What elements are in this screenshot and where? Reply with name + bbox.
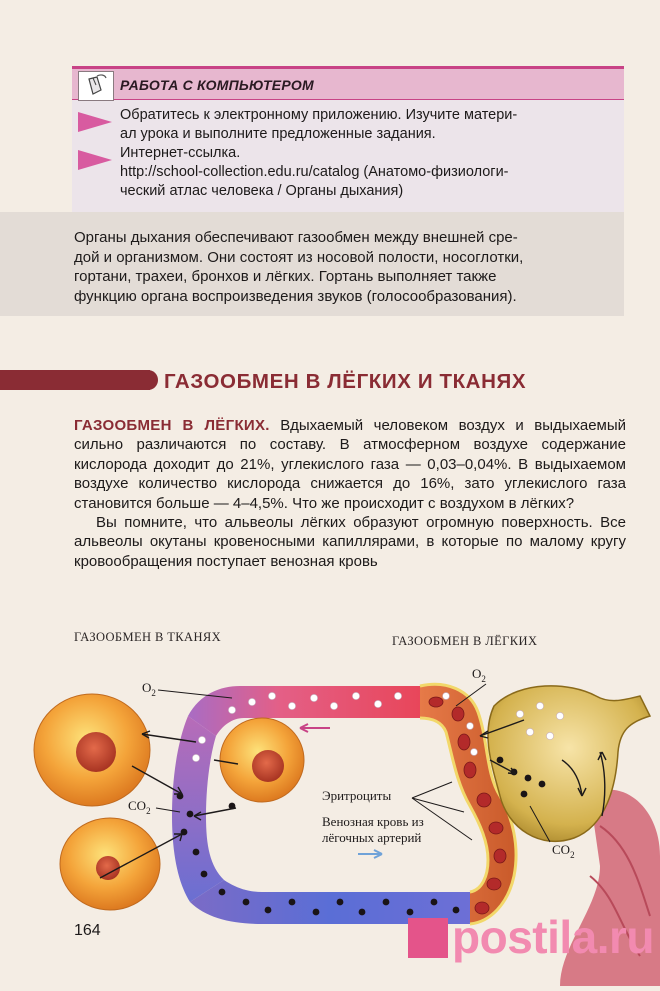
summary-line: функцию органа воспроизведения звуков (голосообразования). xyxy=(74,287,517,305)
summary-line: гортани, трахеи, бронхов и лёгких. Гортань выполняет также xyxy=(74,268,497,285)
tissue-cell xyxy=(220,718,304,802)
figure-label-tissues: ГАЗООБМЕН В ТКАНЯХ xyxy=(74,630,222,644)
paragraph-2: Вы помните, что альвеолы лёгких образуют огромную поверхность. Все альвеолы окутаны кровеносными капиллярами, в которые по малому кругу кровообращения поступает венозная кровь xyxy=(74,514,626,570)
paragraph-1 xyxy=(74,416,626,513)
tissue-cell xyxy=(60,818,160,910)
bullet-marker xyxy=(78,150,112,170)
computer-box-body xyxy=(120,106,616,201)
bullet-marker xyxy=(78,112,112,132)
capillary-tissue-segment xyxy=(172,716,224,902)
page-number: 164 xyxy=(74,922,101,939)
computer-box-line: Интернет-ссылка. xyxy=(120,145,241,161)
label-o2-lungs: $O_2$ xyxy=(472,666,486,684)
summary-line: дой и организмом. Они состоят из носовой полости, носоглотки, xyxy=(74,248,524,266)
section-title: ГАЗООБМЕН В ЛЁГКИХ И ТКАНЯХ xyxy=(164,370,527,393)
label-venous-blood-line1: Венозная кровь из xyxy=(322,814,424,829)
computer-mouse-icon xyxy=(78,71,114,101)
figure-label-lungs: ГАЗООБМЕН В ЛЁГКИХ xyxy=(392,634,538,648)
label-co2-lungs: $CO_2$ xyxy=(552,842,575,860)
computer-box-header xyxy=(72,66,624,100)
summary-text xyxy=(74,228,614,306)
tissue-cell xyxy=(34,694,150,806)
label-o2-tissues: $O_2$ xyxy=(142,680,156,698)
label-co2-tissues: $CO_2$ xyxy=(128,798,151,816)
watermark-logo-icon xyxy=(408,918,448,958)
computer-box-title: РАБОТА С КОМПЬЮТЕРОМ xyxy=(120,77,314,93)
summary-line: Органы дыхания обеспечивают газообмен между внешней сре- xyxy=(74,229,518,246)
summary-box xyxy=(0,212,624,316)
label-erythrocytes: Эритроциты xyxy=(322,788,392,803)
computer-box-line: ческий атлас человека / Органы дыхания) xyxy=(120,183,404,199)
computer-work-box xyxy=(72,66,624,212)
section-heading-bar-end xyxy=(136,370,158,390)
computer-box-line: ал урока и выполните предложенные задания. xyxy=(120,126,436,142)
label-venous-blood-line2: лёгочных артерий xyxy=(322,830,422,845)
paragraph-1-text: Вдыхаемый человеком воздух и выдыхаемый сильно различаются по составу. В атмосферном воздухе содержание кислорода доходит до 21%, углекислого газа — 0,03–0,04%. В выдыхаемом воздухе количество кислорода снижается до 16%, зато углекислого газа становится больше — 4–4,5%. Что же происходит с воздухом в лёгких? xyxy=(74,417,627,512)
main-text xyxy=(74,416,626,571)
section-heading-bar xyxy=(0,370,150,390)
watermark-text: postila.ru xyxy=(452,911,655,963)
computer-box-link-line[interactable]: http://school-collection.edu.ru/catalog (Анатомо-физиологи- xyxy=(120,164,509,180)
computer-box-line: Обратитесь к электронному приложению. Изучите матери- xyxy=(120,107,518,123)
subheading: ГАЗООБМЕН В ЛЁГКИХ. xyxy=(74,417,270,434)
